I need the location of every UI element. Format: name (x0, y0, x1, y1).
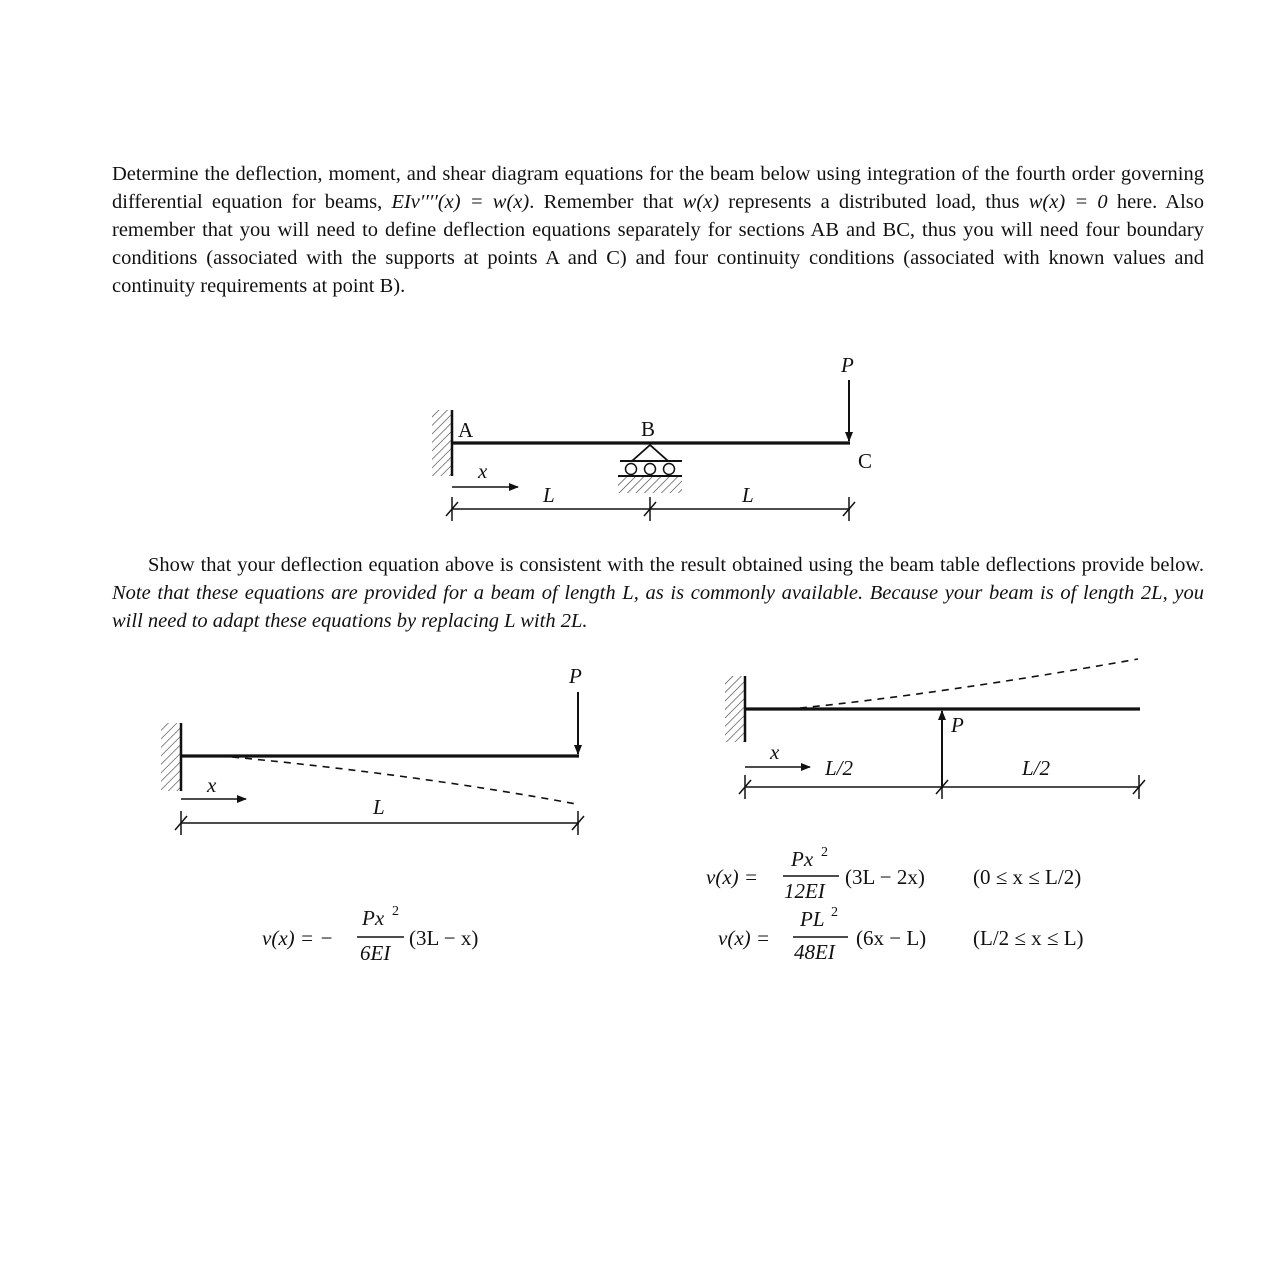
span-label-bc: L (742, 483, 754, 507)
span-label-left: L (373, 795, 385, 819)
load-label-right: P (951, 713, 964, 737)
x-var-label: x (478, 459, 488, 483)
problem-statement: Determine the deflection, moment, and shear diagram equations for the beam below using integration of the fourth order governing differential equation for beams, EIv′′′′(x) = w(x). Remember that w(x) represents a distributed load, thus w(x) = 0 here. Also remember that you will need to define deflection equations separately for sections AB and BC, thus you will need four boundary conditions (associated with the supports at points A and C) and four continuity conditions (associated with known values and continuity requirements at point B). (112, 163, 1205, 297)
fixed-wall-right (725, 676, 745, 742)
label-b: B (641, 417, 656, 441)
eq-r2-tail: (6x − L) (856, 926, 927, 950)
span-label-right-1: L/2 (825, 756, 854, 780)
eq-left-tail: (3L − x) (409, 926, 479, 950)
load-label-p: P (841, 353, 854, 377)
eq-left-num-sup: 2 (392, 904, 399, 919)
fixed-wall-left (161, 723, 181, 791)
followup-statement: Show that your deflection equation above is consistent with the result obtained using the beam table deflections provide below. Note that these equations are provided for a beam of length L, as is commonly available. Because your beam is of length 2L, you will need to adapt these equations by replacing L with 2L. (112, 554, 1204, 632)
table-left-figure (161, 664, 584, 835)
eq-r2-den: 48EI (794, 940, 835, 964)
span-label-right-2: L/2 (1022, 756, 1051, 780)
eq-r1-num-sup: 2 (821, 845, 828, 860)
span-label-ab: L (543, 483, 555, 507)
equation-left (262, 904, 478, 965)
load-label-left: P (569, 664, 582, 688)
x-var-left: x (207, 773, 217, 797)
eq-r2-num: PL (800, 907, 825, 931)
note-text: Note that these equations are provided for a beam of length L, as is commonly available. Because your beam is of length 2L, you will need to adapt these equations by replacing L with 2L. (112, 582, 1204, 632)
roller-support-b (618, 445, 682, 493)
eq-r1-num: Px (791, 847, 814, 871)
deflected-shape-right (800, 659, 1138, 708)
eq-r1-lhs: v(x) = (706, 865, 759, 889)
eq-left-den: 6EI (360, 941, 391, 965)
main-beam-figure (432, 353, 872, 521)
label-a: A (458, 418, 474, 442)
governing-equation: EIv′′′′(x) = w(x) (391, 191, 530, 213)
table-right-figure (725, 659, 1145, 799)
eq-left-num: Px (362, 906, 385, 930)
eq-r1-den: 12EI (784, 879, 825, 903)
dimension-line-main (446, 497, 855, 521)
equation-right-1 (706, 845, 1081, 903)
dimension-line-right (739, 775, 1145, 799)
eq-r1-range: (0 ≤ x ≤ L/2) (973, 865, 1082, 889)
eq-r2-lhs: v(x) = (718, 926, 771, 950)
eq-r2-range: (L/2 ≤ x ≤ L) (973, 926, 1084, 950)
label-c: C (858, 449, 873, 473)
x-var-right: x (770, 740, 780, 764)
equation-right-2 (718, 905, 1084, 964)
eq-left-lhs: v(x) = − (262, 926, 334, 950)
deflected-shape-left (232, 757, 576, 804)
fixed-wall-a (432, 410, 452, 476)
eq-r1-tail: (3L − 2x) (845, 865, 925, 889)
eq-r2-num-sup: 2 (831, 905, 838, 920)
